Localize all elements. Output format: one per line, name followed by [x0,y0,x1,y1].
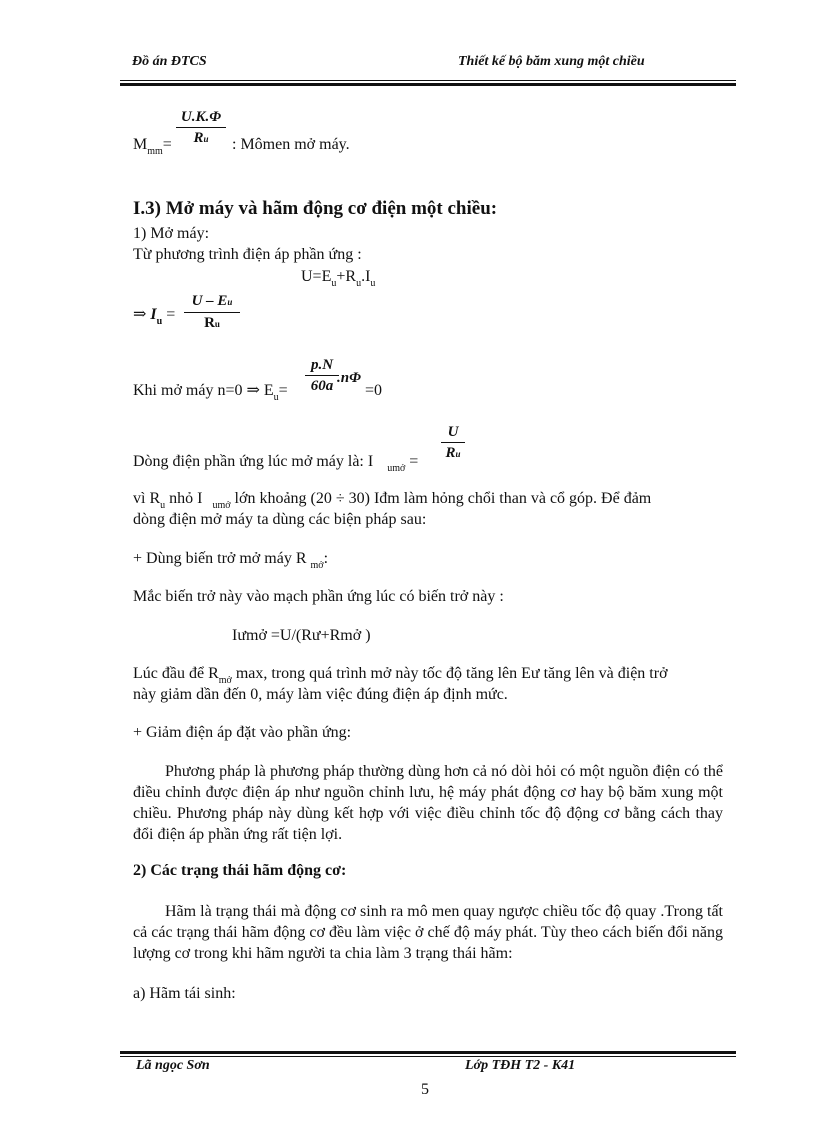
equation-u: $U=E_u+R_u.I_u$ [301,268,376,289]
page-number: 5 [421,1081,429,1098]
equation-iu-numerator: U – Eu [191,293,233,309]
section-title: I.3) Mở máy và hãm động cơ điện một chiều: [133,198,498,219]
paragraph-line: Lúc đầu để $R_{mở}$ max, trong quá trình mở này tốc độ tăng lên Eư tăng lên và điện trở [133,665,668,686]
equation-iu-denominator: Ru [204,315,220,331]
footer-left: Lã ngọc Sơn [136,1058,210,1073]
equation-start-tail: =0 [365,382,383,399]
paragraph-line: Từ phương trình điện áp phần ứng : [133,246,362,263]
header-rule-thin [120,80,736,81]
footer-rule-thin [120,1056,736,1057]
subsection-title: 1) Mở máy: [133,225,210,242]
header-rule-thick [120,83,736,86]
equation-iu-fraction [184,292,240,333]
paragraph-line: này giảm dần đến 0, máy làm việc đúng điện áp định mức. [133,686,508,703]
equation-start-text: Khi mở máy n=0 ⇒ $E_u=$ [133,382,288,403]
subsection-title: 2) Các trạng thái hãm động cơ: [133,862,347,879]
paragraph-line: Mắc biến trở này vào mạch phần ứng lúc có biến trở này : [133,588,504,605]
equation-start-fraction [305,356,339,395]
paragraph-line: dòng điện mở máy ta dùng các biện pháp sau: [133,511,427,528]
formula-mmm-numerator: U.K.Φ [180,109,222,125]
equation-current-denominator: Ru [445,445,461,461]
equation-current-fraction [441,423,465,463]
paragraph: Hãm là trạng thái mà động cơ sinh ra mô men quay ngược chiều tốc độ quay .Trong tất cả các trạng thái hãm động cơ đều làm việc ở chế độ máy phát. Tùy theo cách biến đổi năng lượng cơ trong khi hãm người ta chia làm 3 trạng thái hãm: [133,903,723,962]
bullet-item: + Giảm điện áp đặt vào phần ứng: [133,724,352,741]
equation-current-numerator: U [447,424,459,440]
list-item: a) Hãm tái sinh: [133,985,236,1002]
formula-mmm-fraction [176,108,226,148]
equation-start-denominator: 60a [310,378,334,394]
formula-mmm-description: : Mômen mở máy. [232,136,350,153]
header-left: Đồ án ĐTCS [132,54,207,69]
formula-mmm: $M_{mm}=$ [133,136,172,157]
footer-right: Lớp TĐH T2 - K41 [465,1058,576,1073]
paragraph: Phương pháp là phương pháp thường dùng hơn cả nó dòi hỏi có một nguồn điện có thể điều chỉnh được điện áp như nguồn chỉnh lưu, hệ máy phát động cơ hay bộ băm xung một chiều. Phương pháp này dùng kết hợp với việc điều chỉnh tốc độ động cơ bằng cách thay đổi điện áp phần ứng rất tiện lợi. [133,763,723,843]
formula-mmm-denominator: Ru [193,130,209,146]
equation-iu-lhs: ⇒ $I_u$ = [133,306,176,327]
footer-rule-thick [120,1051,736,1054]
header-right: Thiết kế bộ băm xung một chiều [458,54,645,69]
equation-iumo: Iưmở =U/(Rư+Rmở ) [232,627,371,644]
equation-start-after: .nΦ [337,370,361,386]
paragraph-line: vì $R_u$ nhỏ I $_{umở}$ lớn khoảng (20 ÷ 30) Iđm làm hỏng chổi than và cổ góp. Để đảm [133,490,652,511]
equation-current-text: Dòng điện phần ứng lúc mở máy là: I $_{umở}$ = [133,453,419,474]
bullet-item: + Dùng biến trở mở máy R $_{mở}$: [133,550,329,571]
equation-start-numerator: p.N [310,357,334,373]
